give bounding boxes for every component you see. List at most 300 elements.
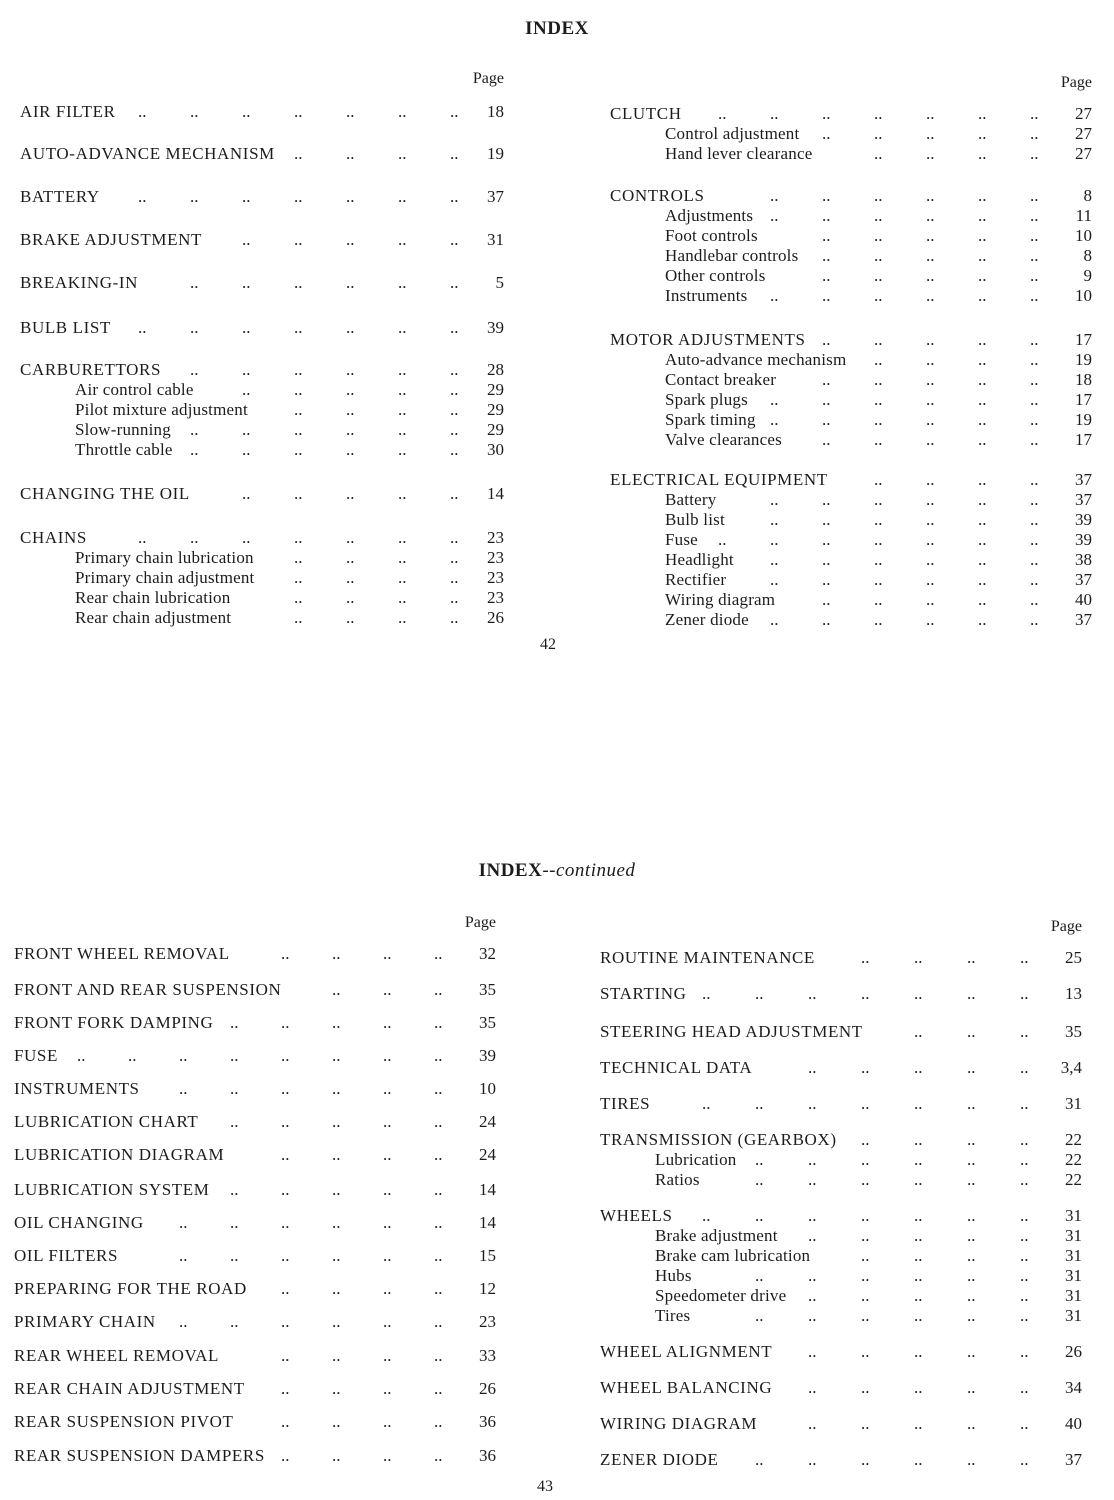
index-subentry-label: Brake cam lubrication (655, 1246, 811, 1265)
dot-leader: .. (978, 610, 987, 629)
dot-leader: .. (294, 484, 303, 503)
dot-leader: .. (755, 1266, 764, 1285)
dot-leader: .. (926, 430, 935, 449)
index-page-number: 35 (479, 1013, 496, 1032)
dot-leader: .. (383, 1446, 392, 1465)
index-entry (610, 410, 1092, 430)
dot-leader: .. (346, 608, 355, 627)
dot-leader: .. (190, 273, 199, 292)
dot-leader: .. (346, 420, 355, 439)
dot-leader: .. (294, 102, 303, 121)
dot-leader: .. (770, 610, 779, 629)
index-entry-label: FUSE (14, 1046, 58, 1065)
dot-leader: .. (874, 390, 883, 409)
dot-leader: .. (383, 1046, 392, 1065)
dot-leader: .. (1030, 470, 1039, 489)
dot-leader: .. (242, 187, 251, 206)
index-entry (610, 490, 1092, 510)
dot-leader: .. (914, 1206, 923, 1225)
index-entry-label: INSTRUMENTS (14, 1079, 140, 1098)
dot-leader: .. (808, 1266, 817, 1285)
index-page-number: 26 (487, 608, 504, 627)
index-page-number: 32 (479, 944, 496, 963)
index-entry-label: AUTO-ADVANCE MECHANISM (20, 144, 275, 163)
dot-leader: .. (434, 1013, 443, 1032)
dot-leader: .. (861, 1246, 870, 1265)
dot-leader: .. (1030, 510, 1039, 529)
dot-leader: .. (294, 548, 303, 567)
index-entry (600, 1414, 1082, 1434)
dot-leader: .. (914, 1094, 923, 1113)
index-page-number: 28 (487, 360, 504, 379)
dot-leader: .. (294, 230, 303, 249)
dot-leader: .. (242, 380, 251, 399)
index-page-number: 23 (487, 528, 504, 547)
index-subentry-label: Contact breaker (665, 370, 777, 389)
dot-leader: .. (808, 1450, 817, 1469)
index-entry (610, 104, 1092, 124)
index-page-number: 3,4 (1060, 1058, 1082, 1077)
page-43-title (0, 860, 1114, 882)
dot-leader: .. (1020, 948, 1029, 967)
dot-leader: .. (398, 400, 407, 419)
index-subentry-label: Wiring diagram (665, 590, 776, 609)
dot-leader: .. (808, 1342, 817, 1361)
dot-leader: .. (808, 984, 817, 1003)
dot-leader: .. (398, 440, 407, 459)
dot-leader: .. (874, 226, 883, 245)
index-page-number: 19 (1075, 410, 1092, 429)
index-subentry-label: Rear chain lubrication (75, 588, 231, 607)
dot-leader: .. (190, 360, 199, 379)
dot-leader: .. (861, 1130, 870, 1149)
dot-leader: .. (383, 944, 392, 963)
dot-leader: .. (398, 318, 407, 337)
dot-leader: .. (77, 1046, 86, 1065)
index-page-number: 27 (1075, 104, 1092, 123)
index-subentry-label: Adjustments (665, 206, 754, 225)
dot-leader: .. (978, 490, 987, 509)
index-entry-label: BREAKING-IN (20, 273, 139, 292)
dot-leader: .. (770, 104, 779, 123)
index-subentry-label: Headlight (665, 550, 734, 569)
index-subentry-label: Spark timing (665, 410, 756, 429)
index-entry-label: REAR SUSPENSION PIVOT (14, 1412, 234, 1431)
dot-leader: .. (1020, 1058, 1029, 1077)
index-page-number: 37 (1075, 610, 1092, 629)
index-entry (14, 1279, 496, 1299)
dot-leader: .. (978, 246, 987, 265)
index-entry (600, 1342, 1082, 1362)
dot-leader: .. (978, 530, 987, 549)
dot-leader: .. (1020, 1170, 1029, 1189)
index-page-number: 38 (1075, 550, 1092, 569)
index-entry (14, 1412, 496, 1432)
dot-leader: .. (874, 206, 883, 225)
dot-leader: .. (755, 984, 764, 1003)
dot-leader: .. (1030, 144, 1039, 163)
dot-leader: .. (978, 144, 987, 163)
dot-leader: .. (138, 102, 147, 121)
index-entry-label: CHAINS (20, 528, 87, 547)
index-subentry-label: Rectifier (665, 570, 727, 589)
dot-leader: .. (914, 1246, 923, 1265)
dot-leader: .. (294, 318, 303, 337)
index-entry-label: OIL FILTERS (14, 1246, 119, 1265)
index-page-number: 39 (1075, 510, 1092, 529)
index-entry-label: BATTERY (20, 187, 100, 206)
dot-leader: .. (967, 1266, 976, 1285)
dot-leader: .. (383, 1379, 392, 1398)
dot-leader: .. (967, 1150, 976, 1169)
dot-leader: .. (926, 390, 935, 409)
index-entry-label: WIRING DIAGRAM (600, 1414, 758, 1433)
dot-leader: .. (1030, 610, 1039, 629)
dot-leader: .. (346, 360, 355, 379)
dot-leader: .. (294, 568, 303, 587)
page-42-title (0, 18, 1114, 40)
index-page-number: 8 (1083, 246, 1092, 265)
index-entry (20, 588, 504, 608)
index-entry (20, 273, 504, 293)
dot-leader: .. (978, 510, 987, 529)
index-page-number: 23 (479, 1312, 496, 1331)
index-entry-label: LUBRICATION SYSTEM (14, 1180, 210, 1199)
index-title: INDEX (478, 860, 543, 881)
index-subentry-label: Brake adjustment (655, 1226, 778, 1245)
dot-leader: .. (808, 1150, 817, 1169)
dot-leader: .. (346, 102, 355, 121)
dot-leader: .. (967, 1058, 976, 1077)
index-subentry-label: Auto-advance mechanism (665, 350, 847, 369)
dot-leader: .. (967, 1414, 976, 1433)
dot-leader: .. (967, 1342, 976, 1361)
dot-leader: .. (128, 1046, 137, 1065)
dot-leader: .. (822, 286, 831, 305)
dot-leader: .. (822, 266, 831, 285)
index-entry-label: MOTOR ADJUSTMENTS (610, 330, 806, 349)
index-entry-label: ELECTRICAL EQUIPMENT (610, 470, 828, 489)
dot-leader: .. (383, 1412, 392, 1431)
index-page-number: 18 (487, 102, 504, 121)
dot-leader: .. (1020, 1306, 1029, 1325)
dot-leader: .. (434, 980, 443, 999)
dot-leader: .. (190, 528, 199, 547)
dot-leader: .. (281, 1412, 290, 1431)
dot-leader: .. (346, 484, 355, 503)
dot-leader: .. (450, 400, 459, 419)
index-entry-label: AIR FILTER (20, 102, 116, 121)
index-subentry-label: Air control cable (75, 380, 194, 399)
index-entry (600, 1450, 1082, 1470)
index-page-number: 10 (479, 1079, 496, 1098)
index-page-number: 36 (479, 1446, 496, 1465)
index-subentry-label: Hubs (655, 1266, 692, 1285)
dot-leader: .. (383, 1346, 392, 1365)
index-page-number: 19 (487, 144, 504, 163)
dot-leader: .. (822, 590, 831, 609)
dot-leader: .. (861, 1206, 870, 1225)
dot-leader: .. (874, 510, 883, 529)
index-entry (600, 1266, 1082, 1286)
dot-leader: .. (281, 1079, 290, 1098)
dot-leader: .. (294, 440, 303, 459)
dot-leader: .. (967, 1022, 976, 1041)
index-page-number: 22 (1065, 1130, 1082, 1149)
index-entry-label: REAR WHEEL REMOVAL (14, 1346, 220, 1365)
dot-leader: .. (967, 1094, 976, 1113)
dot-leader: .. (383, 1013, 392, 1032)
dot-leader: .. (822, 510, 831, 529)
dot-leader: .. (770, 390, 779, 409)
dot-leader: .. (398, 187, 407, 206)
page-column-header: Page (1050, 918, 1082, 935)
dot-leader: .. (190, 102, 199, 121)
dot-leader: .. (1020, 1286, 1029, 1305)
index-page-number: 29 (487, 400, 504, 419)
index-page-number: 17 (1075, 390, 1092, 409)
dot-leader: .. (332, 1079, 341, 1098)
index-entry-label: CLUTCH (610, 104, 682, 123)
index-entry-label: FRONT WHEEL REMOVAL (14, 944, 230, 963)
dot-leader: .. (914, 1058, 923, 1077)
dot-leader: .. (874, 470, 883, 489)
dot-leader: .. (967, 1450, 976, 1469)
dot-leader: .. (179, 1079, 188, 1098)
index-subentry-label: Primary chain lubrication (75, 548, 254, 567)
index-subentry-label: Ratios (655, 1170, 700, 1189)
index-page-number: 36 (479, 1412, 496, 1431)
dot-leader: .. (914, 1286, 923, 1305)
index-page-number: 37 (1065, 1450, 1082, 1469)
dot-leader: .. (230, 1013, 239, 1032)
dot-leader: .. (383, 980, 392, 999)
dot-leader: .. (1020, 1150, 1029, 1169)
dot-leader: .. (861, 1226, 870, 1245)
index-subentry-label: Speedometer drive (655, 1286, 787, 1305)
dot-leader: .. (874, 124, 883, 143)
index-entry (610, 510, 1092, 530)
dot-leader: .. (450, 440, 459, 459)
dot-leader: .. (926, 286, 935, 305)
dot-leader: .. (383, 1279, 392, 1298)
dot-leader: .. (281, 1279, 290, 1298)
dot-leader: .. (346, 318, 355, 337)
dot-leader: .. (281, 1312, 290, 1331)
dot-leader: .. (242, 318, 251, 337)
dot-leader: .. (383, 1145, 392, 1164)
dot-leader: .. (770, 550, 779, 569)
dot-leader: .. (383, 1213, 392, 1232)
dot-leader: .. (1020, 1378, 1029, 1397)
page-number: 42 (540, 636, 556, 653)
dot-leader: .. (978, 550, 987, 569)
dot-leader: .. (332, 1346, 341, 1365)
index-page-number: 14 (479, 1213, 496, 1232)
dot-leader: .. (1030, 206, 1039, 225)
dot-leader: .. (332, 1112, 341, 1131)
dot-leader: .. (398, 548, 407, 567)
index-entry-label: BULB LIST (20, 318, 111, 337)
dot-leader: .. (1020, 1342, 1029, 1361)
index-entry (610, 610, 1092, 630)
dot-leader: .. (1030, 286, 1039, 305)
index-page-number: 37 (1075, 470, 1092, 489)
index-entry (20, 318, 504, 338)
index-entry (600, 1058, 1082, 1078)
index-entry-label: FRONT AND REAR SUSPENSION (14, 980, 282, 999)
page-43-right-column (600, 918, 1082, 1488)
dot-leader: .. (332, 1145, 341, 1164)
dot-leader: .. (450, 360, 459, 379)
index-subentry-label: Zener diode (665, 610, 749, 629)
dot-leader: .. (822, 206, 831, 225)
index-page-number: 11 (1075, 206, 1092, 225)
dot-leader: .. (398, 568, 407, 587)
index-entry (610, 370, 1092, 390)
dot-leader: .. (978, 590, 987, 609)
dot-leader: .. (808, 1378, 817, 1397)
dot-leader: .. (926, 590, 935, 609)
index-entry (610, 390, 1092, 410)
page-number: 43 (537, 1478, 553, 1495)
dot-leader: .. (332, 1013, 341, 1032)
index-page-number: 31 (1065, 1226, 1082, 1245)
dot-leader: .. (434, 1180, 443, 1199)
index-entry-label: TRANSMISSION (GEARBOX) (600, 1130, 837, 1149)
dot-leader: .. (434, 1312, 443, 1331)
index-subentry-label: Foot controls (665, 226, 758, 245)
dot-leader: .. (755, 1206, 764, 1225)
dot-leader: .. (398, 273, 407, 292)
dot-leader: .. (230, 1246, 239, 1265)
dot-leader: .. (926, 206, 935, 225)
index-entry (20, 144, 504, 164)
index-entry-label: TIRES (600, 1094, 651, 1113)
dot-leader: .. (398, 144, 407, 163)
dot-leader: .. (926, 246, 935, 265)
dot-leader: .. (861, 1378, 870, 1397)
index-entry (20, 187, 504, 207)
dot-leader: .. (1030, 410, 1039, 429)
index-page-number: 27 (1075, 124, 1092, 143)
dot-leader: .. (332, 1279, 341, 1298)
index-entry-label: STEERING HEAD ADJUSTMENT (600, 1022, 863, 1041)
dot-leader: .. (967, 948, 976, 967)
dot-leader: .. (702, 984, 711, 1003)
dot-leader: .. (434, 1145, 443, 1164)
index-entry (610, 590, 1092, 610)
dot-leader: .. (179, 1046, 188, 1065)
dot-leader: .. (1030, 246, 1039, 265)
dot-leader: .. (914, 1450, 923, 1469)
index-page-number: 39 (1075, 530, 1092, 549)
dot-leader: .. (914, 984, 923, 1003)
dot-leader: .. (914, 1266, 923, 1285)
dot-leader: .. (281, 1379, 290, 1398)
dot-leader: .. (967, 1206, 976, 1225)
index-entry-label: PRIMARY CHAIN (14, 1312, 156, 1331)
index-entry (610, 206, 1092, 226)
dot-leader: .. (874, 410, 883, 429)
index-entry (600, 1306, 1082, 1326)
dot-leader: .. (383, 1079, 392, 1098)
dot-leader: .. (874, 266, 883, 285)
index-entry (610, 246, 1092, 266)
index-page-number: 25 (1065, 948, 1082, 967)
dot-leader: .. (190, 420, 199, 439)
dot-leader: .. (450, 608, 459, 627)
dot-leader: .. (346, 273, 355, 292)
dot-leader: .. (978, 286, 987, 305)
dot-leader: .. (808, 1170, 817, 1189)
index-page-number: 31 (1065, 1306, 1082, 1325)
dot-leader: .. (332, 1180, 341, 1199)
dot-leader: .. (242, 273, 251, 292)
dot-leader: .. (822, 330, 831, 349)
dot-leader: .. (1020, 984, 1029, 1003)
index-entry (610, 186, 1092, 206)
dot-leader: .. (822, 490, 831, 509)
dot-leader: .. (294, 380, 303, 399)
dot-leader: .. (978, 186, 987, 205)
dot-leader: .. (861, 1286, 870, 1305)
dot-leader: .. (1020, 1450, 1029, 1469)
dot-leader: .. (1030, 570, 1039, 589)
index-entry-label: WHEELS (600, 1206, 673, 1225)
dot-leader: .. (332, 944, 341, 963)
dot-leader: .. (332, 980, 341, 999)
dot-leader: .. (874, 590, 883, 609)
index-page-number: 9 (1083, 266, 1092, 285)
index-entry (20, 528, 504, 548)
dot-leader: .. (978, 390, 987, 409)
index-entry (14, 1180, 496, 1200)
index-entry (600, 1170, 1082, 1190)
index-subentry-label: Tires (655, 1306, 691, 1325)
dot-leader: .. (914, 1170, 923, 1189)
index-entry (14, 1046, 496, 1066)
index-entry-label: TECHNICAL DATA (600, 1058, 753, 1077)
continued-label: --continued (542, 860, 636, 881)
index-entry (20, 102, 504, 122)
dot-leader: .. (755, 1450, 764, 1469)
index-entry (20, 568, 504, 588)
dot-leader: .. (914, 1130, 923, 1149)
index-entry (600, 1094, 1082, 1114)
index-entry-label: OIL CHANGING (14, 1213, 144, 1232)
dot-leader: .. (383, 1312, 392, 1331)
dot-leader: .. (294, 588, 303, 607)
index-page-number: 34 (1065, 1378, 1082, 1397)
index-entry (600, 1022, 1082, 1042)
index-entry-label: ZENER DIODE (600, 1450, 719, 1469)
index-entry (20, 380, 504, 400)
dot-leader: .. (1030, 330, 1039, 349)
dot-leader: .. (978, 226, 987, 245)
dot-leader: .. (398, 484, 407, 503)
index-entry (14, 1112, 496, 1132)
dot-leader: .. (1030, 430, 1039, 449)
dot-leader: .. (434, 944, 443, 963)
index-page-number: 24 (479, 1112, 496, 1131)
dot-leader: .. (967, 1130, 976, 1149)
index-entry (20, 548, 504, 568)
dot-leader: .. (281, 1112, 290, 1131)
dot-leader: .. (434, 1213, 443, 1232)
dot-leader: .. (718, 530, 727, 549)
page-42-left-column (20, 70, 504, 640)
